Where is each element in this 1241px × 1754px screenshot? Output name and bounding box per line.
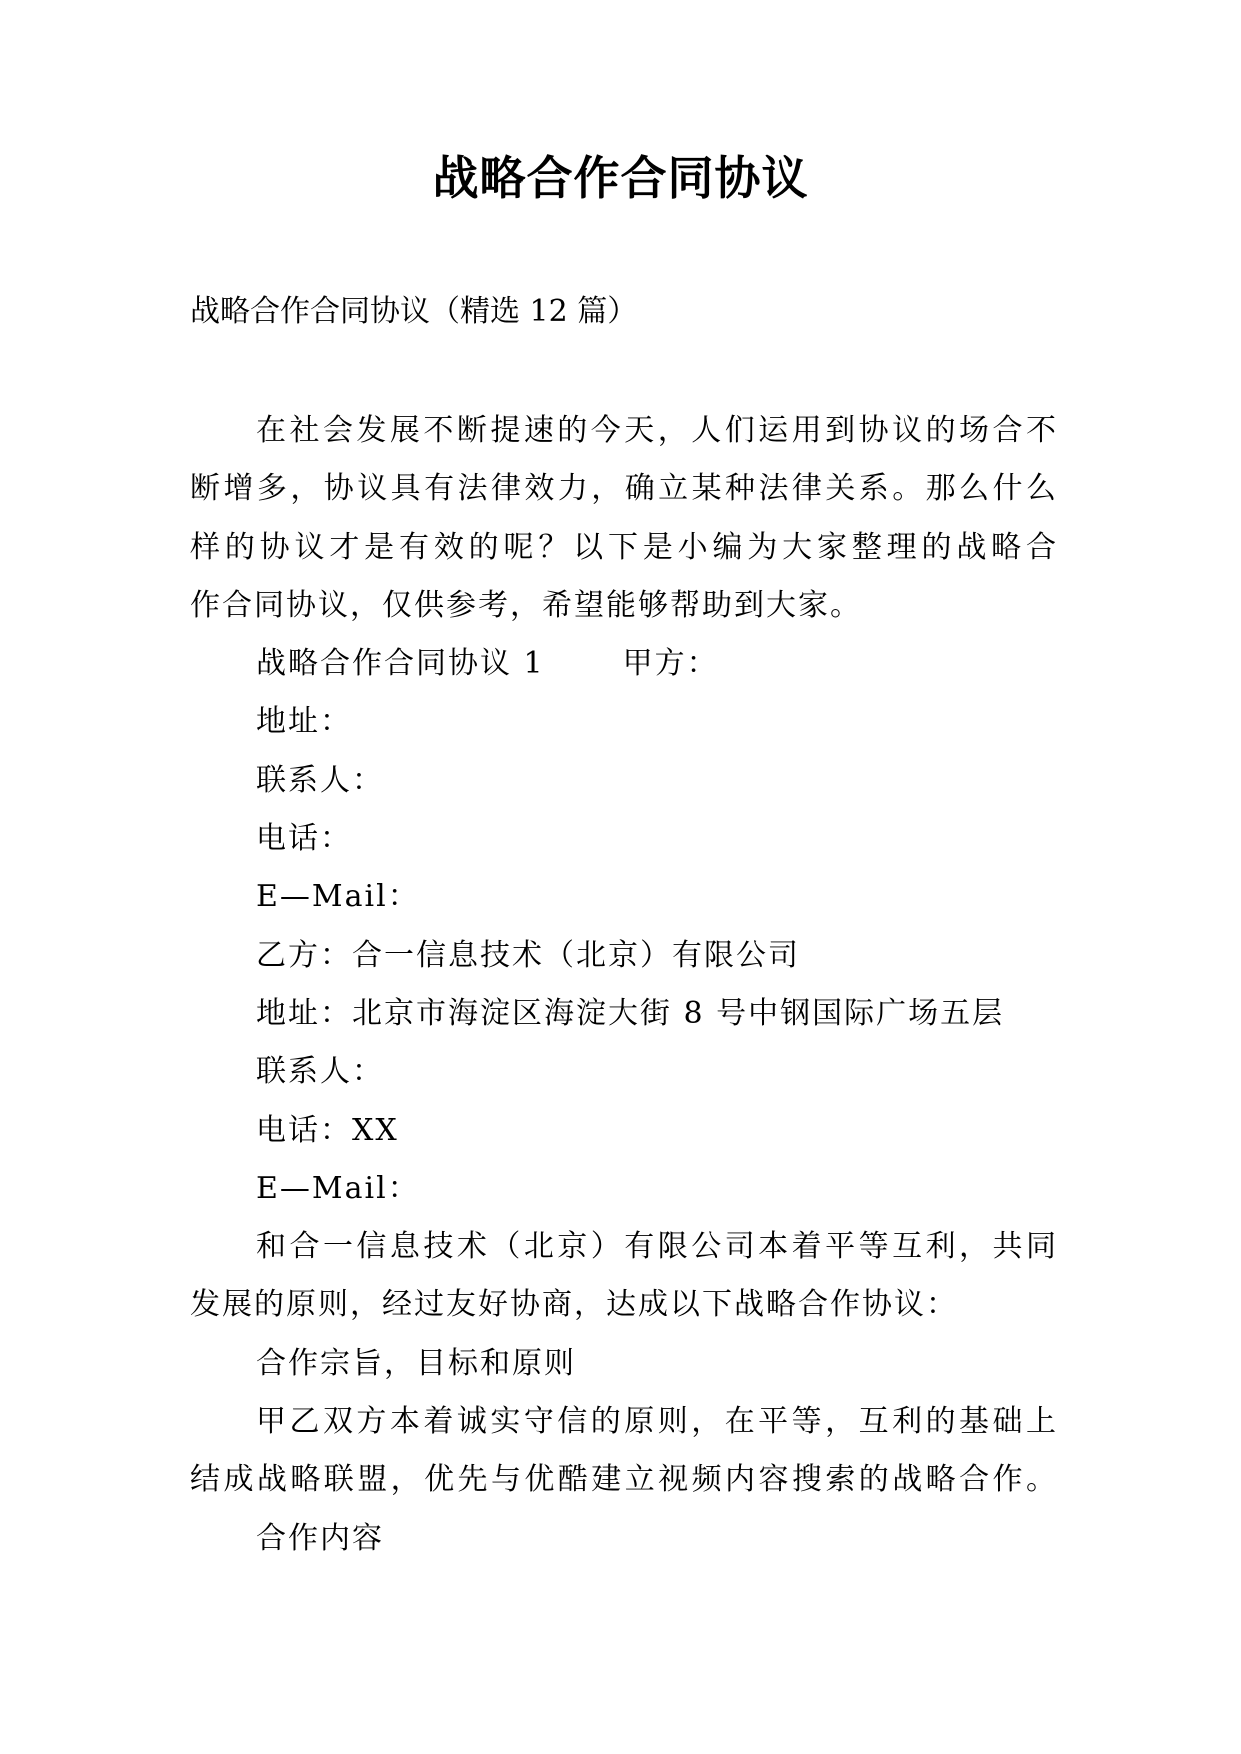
party-a-label: 甲方： <box>622 646 719 682</box>
party-a-phone: 电话： <box>256 821 352 857</box>
preamble-line-2: 发展的原则，经过友好协商，达成以下战略合作协议： <box>190 1287 958 1323</box>
intro-line-2: 断增多，协议具有法律效力，确立某种法律关系。那么什么 <box>190 471 1058 507</box>
principles-line-2: 结成战略联盟，优先与优酷建立视频内容搜索的战略合作。 <box>190 1462 1058 1498</box>
agreement-heading: 战略合作合同协议 1 <box>256 646 545 682</box>
section-heading-principles: 合作宗旨，目标和原则 <box>256 1345 576 1381</box>
party-a-contact: 联系人： <box>256 762 384 798</box>
document-subtitle: 战略合作合同协议（精选 12 篇） <box>190 294 638 329</box>
intro-line-4: 作合同协议，仅供参考，希望能够帮助到大家。 <box>190 587 862 623</box>
agreement-heading-line <box>190 635 1058 693</box>
document-title: 战略合作合同协议 <box>432 151 809 205</box>
party-b-name: 乙方：合一信息技术（北京）有限公司 <box>256 937 800 973</box>
section-heading-content: 合作内容 <box>256 1520 384 1556</box>
preamble-line-1: 和合一信息技术（北京）有限公司本着平等互利，共同 <box>256 1229 1058 1265</box>
document-body <box>190 402 1058 1568</box>
intro-line-1: 在社会发展不断提速的今天，人们运用到协议的场合不 <box>256 413 1058 448</box>
party-a-address: 地址： <box>256 704 352 740</box>
party-a-email: E—Mail： <box>256 879 420 915</box>
party-b-contact: 联系人： <box>256 1054 384 1090</box>
principles-line-1: 甲乙双方本着诚实守信的原则，在平等，互利的基础上 <box>256 1404 1058 1440</box>
intro-line-3: 样的协议才是有效的呢？以下是小编为大家整理的战略合 <box>190 529 1058 565</box>
party-b-address: 地址：北京市海淀区海淀大街 8 号中钢国际广场五层 <box>256 995 1005 1031</box>
party-b-email: E—Mail： <box>256 1170 420 1206</box>
party-b-phone: 电话：XX <box>256 1112 399 1148</box>
